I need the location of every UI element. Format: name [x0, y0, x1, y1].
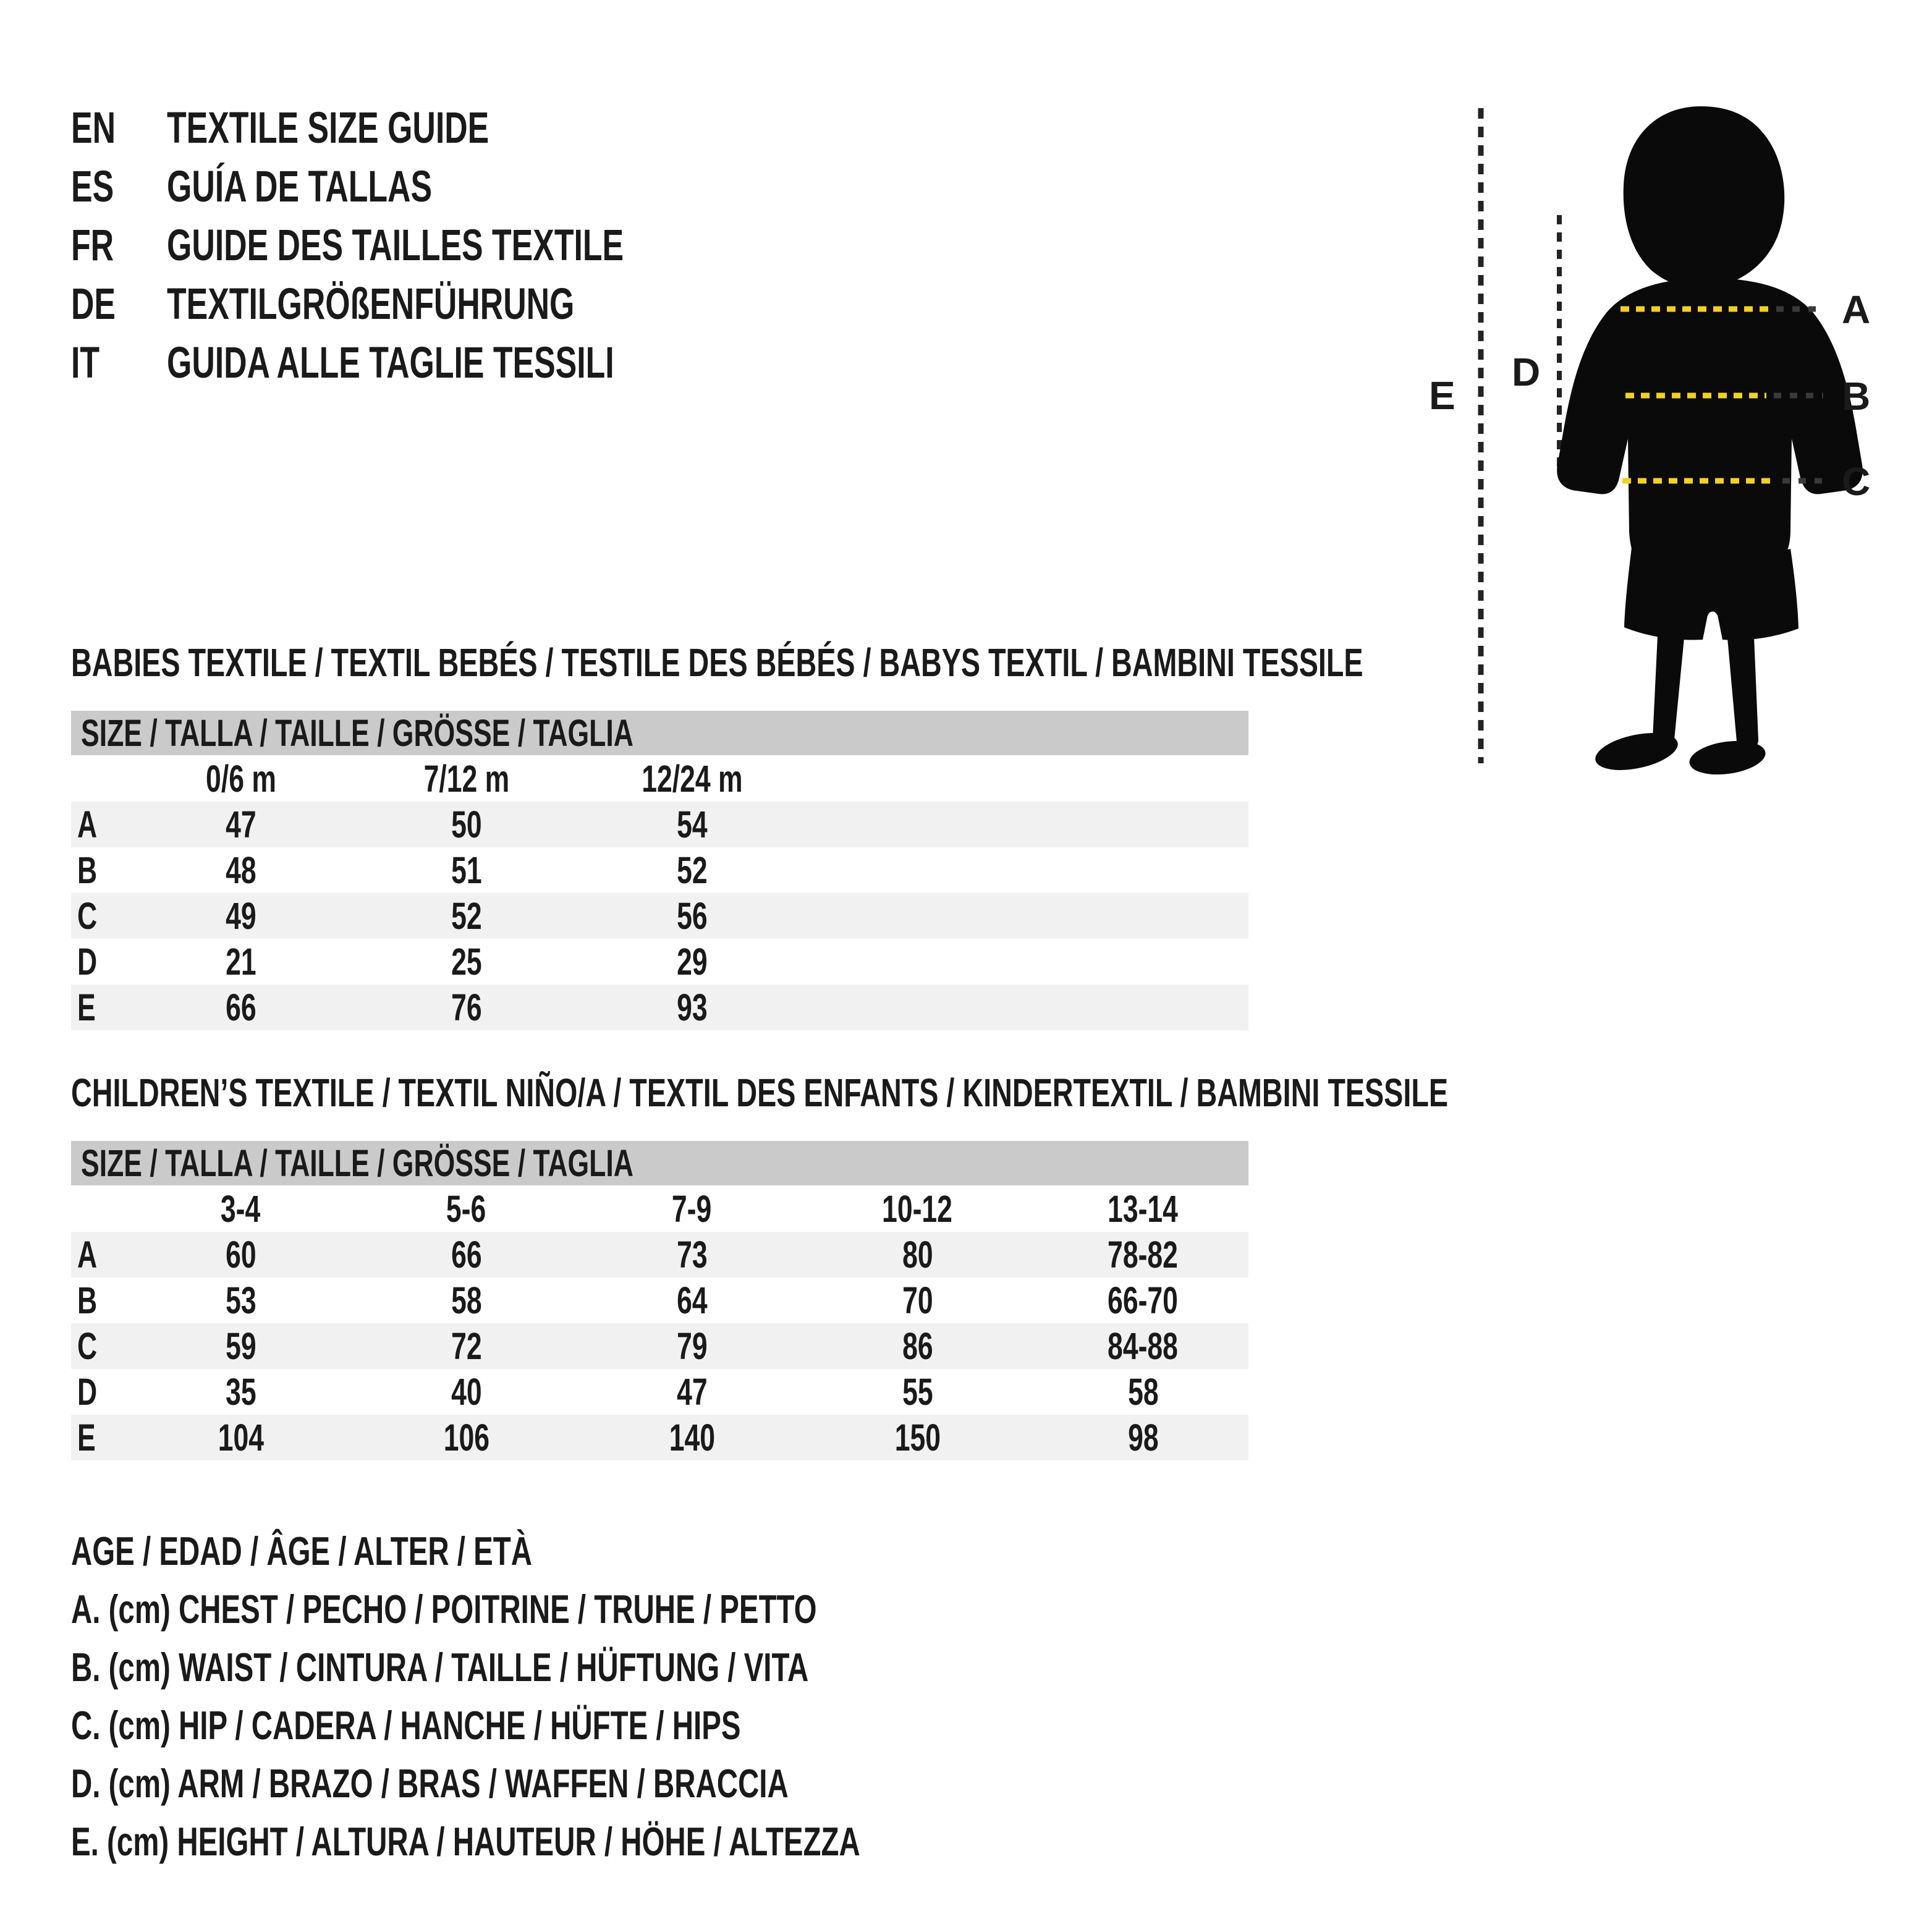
- table-cell: 106: [443, 1417, 489, 1459]
- row-label: C: [77, 895, 98, 937]
- language-title-list: [71, 99, 792, 392]
- table-cell: 35: [225, 1371, 256, 1413]
- babies-table-header-bar: [71, 711, 1248, 755]
- column-header: 0/6 m: [205, 757, 276, 800]
- table-cell: 79: [676, 1325, 708, 1367]
- table-cell: 80: [902, 1234, 933, 1276]
- table-cell: 58: [1127, 1371, 1159, 1413]
- language-title: TEXTILE SIZE GUIDE: [167, 104, 489, 153]
- language-title: GUIDE DES TAILLES TEXTILE: [167, 221, 624, 270]
- legend-item-arm: D. (cm) ARM / BRAZO / BRAS / WAFFEN / BRACCIA: [71, 1760, 789, 1806]
- column-header: 3-4: [221, 1187, 261, 1230]
- table-cell: 52: [451, 895, 482, 937]
- table-cell: 47: [676, 1371, 708, 1413]
- language-code: EN: [71, 104, 116, 153]
- table-row-d: [71, 1369, 1248, 1415]
- table-cell: 60: [225, 1234, 256, 1276]
- table-cell: 59: [225, 1325, 256, 1367]
- table-row-e: [71, 1415, 1248, 1460]
- language-title: TEXTILGRÖßENFÜHRUNG: [167, 280, 575, 329]
- table-cell: 52: [676, 849, 708, 891]
- language-title: GUIDA ALLE TAGLIE TESSILI: [167, 339, 614, 388]
- row-label: E: [77, 1417, 96, 1459]
- measure-label-e: E: [1429, 373, 1455, 418]
- table-cell: 104: [218, 1417, 264, 1459]
- language-row-en: [71, 99, 792, 158]
- legend-item-height: E. (cm) HEIGHT / ALTURA / HAUTEUR / HÖHE / ALTEZZA: [71, 1818, 860, 1864]
- column-header: 10-12: [882, 1187, 953, 1230]
- children-section-title: CHILDREN’S TEXTILE / TEXTIL NIÑO/A / TEXTIL DES ENFANTS / KINDERTEXTIL / BAMBINI TESSILE: [71, 1070, 1449, 1115]
- babies-column-header-row: [71, 755, 1248, 802]
- table-cell: 64: [676, 1279, 708, 1321]
- silhouette-shirt: [1557, 278, 1863, 562]
- table-cell: 73: [676, 1234, 708, 1276]
- row-label: E: [77, 986, 96, 1028]
- table-cell: 47: [225, 803, 256, 845]
- language-row-es: [71, 158, 792, 216]
- table-cell: 70: [902, 1279, 933, 1321]
- size-header-label: SIZE / TALLA / TAILLE / GRÖSSE / TAGLIA: [81, 712, 633, 754]
- language-code: IT: [71, 339, 100, 388]
- row-label: D: [77, 941, 98, 983]
- column-header: 5-6: [446, 1187, 486, 1230]
- row-label: B: [77, 849, 98, 891]
- table-cell: 51: [451, 849, 482, 891]
- children-column-header-row: [71, 1185, 1248, 1232]
- table-cell: 29: [676, 941, 708, 983]
- table-cell: 58: [451, 1279, 482, 1321]
- table-cell: 86: [902, 1325, 933, 1367]
- children-size-table: [71, 1141, 1248, 1460]
- legend-age-line: AGE / EDAD / ÂGE / ALTER / ETÀ: [71, 1528, 533, 1574]
- language-code: DE: [71, 280, 116, 329]
- language-row-it: [71, 334, 792, 392]
- row-label: A: [77, 803, 98, 845]
- row-label: D: [77, 1371, 98, 1413]
- language-title: GUÍA DE TALLAS: [167, 163, 433, 211]
- table-cell: 78-82: [1108, 1234, 1179, 1276]
- children-table-header-bar: [71, 1141, 1248, 1185]
- column-header: 7/12 m: [423, 757, 509, 800]
- babies-section-title: BABIES TEXTILE / TEXTIL BEBÉS / TESTILE DES BÉBÉS / BABYS TEXTIL / BAMBINI TESSILE: [71, 640, 1363, 685]
- size-header-label: SIZE / TALLA / TAILLE / GRÖSSE / TAGLIA: [81, 1142, 633, 1184]
- table-cell: 55: [902, 1371, 933, 1413]
- row-label: B: [77, 1279, 98, 1321]
- table-cell: 72: [451, 1325, 482, 1367]
- row-label: A: [77, 1234, 98, 1276]
- table-cell: 25: [451, 941, 482, 983]
- table-cell: 50: [451, 803, 482, 845]
- language-code: FR: [71, 221, 114, 270]
- table-cell: 48: [225, 849, 256, 891]
- table-cell: 66-70: [1108, 1279, 1179, 1321]
- table-cell: 53: [225, 1279, 256, 1321]
- table-row-a: [71, 802, 1248, 847]
- table-cell: 84-88: [1108, 1325, 1179, 1367]
- silhouette-head: [1624, 106, 1785, 288]
- table-row-e: [71, 985, 1248, 1030]
- table-cell: 56: [676, 895, 708, 937]
- table-row-c: [71, 1323, 1248, 1369]
- table-cell: 98: [1127, 1417, 1159, 1459]
- table-cell: 49: [225, 895, 256, 937]
- legend-item-hip: C. (cm) HIP / CADERA / HANCHE / HÜFTE / HIPS: [71, 1702, 741, 1748]
- table-row-b: [71, 847, 1248, 893]
- measure-label-c: C: [1842, 459, 1871, 504]
- measurement-legend: [71, 1522, 1152, 1870]
- legend-item-chest: A. (cm) CHEST / PECHO / POITRINE / TRUHE / PETTO: [71, 1586, 817, 1632]
- table-cell: 66: [451, 1234, 482, 1276]
- table-cell: 76: [451, 986, 482, 1028]
- language-code: ES: [71, 163, 114, 211]
- measure-label-d: D: [1512, 350, 1541, 394]
- language-row-fr: [71, 216, 792, 275]
- table-row-c: [71, 893, 1248, 939]
- table-cell: 21: [225, 941, 256, 983]
- table-cell: 54: [676, 803, 708, 845]
- language-row-de: [71, 275, 792, 334]
- column-header: 7-9: [672, 1187, 712, 1230]
- measure-label-a: A: [1842, 287, 1871, 332]
- table-cell: 40: [451, 1371, 482, 1413]
- row-label: C: [77, 1325, 98, 1367]
- measure-label-b: B: [1842, 374, 1871, 418]
- table-row-a: [71, 1232, 1248, 1277]
- silhouette-shorts: [1624, 548, 1799, 640]
- table-row-b: [71, 1277, 1248, 1323]
- table-cell: 140: [669, 1417, 715, 1459]
- column-header: 12/24 m: [641, 757, 743, 800]
- table-cell: 66: [225, 986, 256, 1028]
- babies-size-table: [71, 711, 1248, 1030]
- column-header: 13-14: [1108, 1187, 1179, 1230]
- table-row-d: [71, 939, 1248, 985]
- table-cell: 150: [894, 1417, 941, 1459]
- table-cell: 93: [676, 986, 708, 1028]
- legend-item-waist: B. (cm) WAIST / CINTURA / TAILLE / HÜFTUNG / VITA: [71, 1644, 809, 1690]
